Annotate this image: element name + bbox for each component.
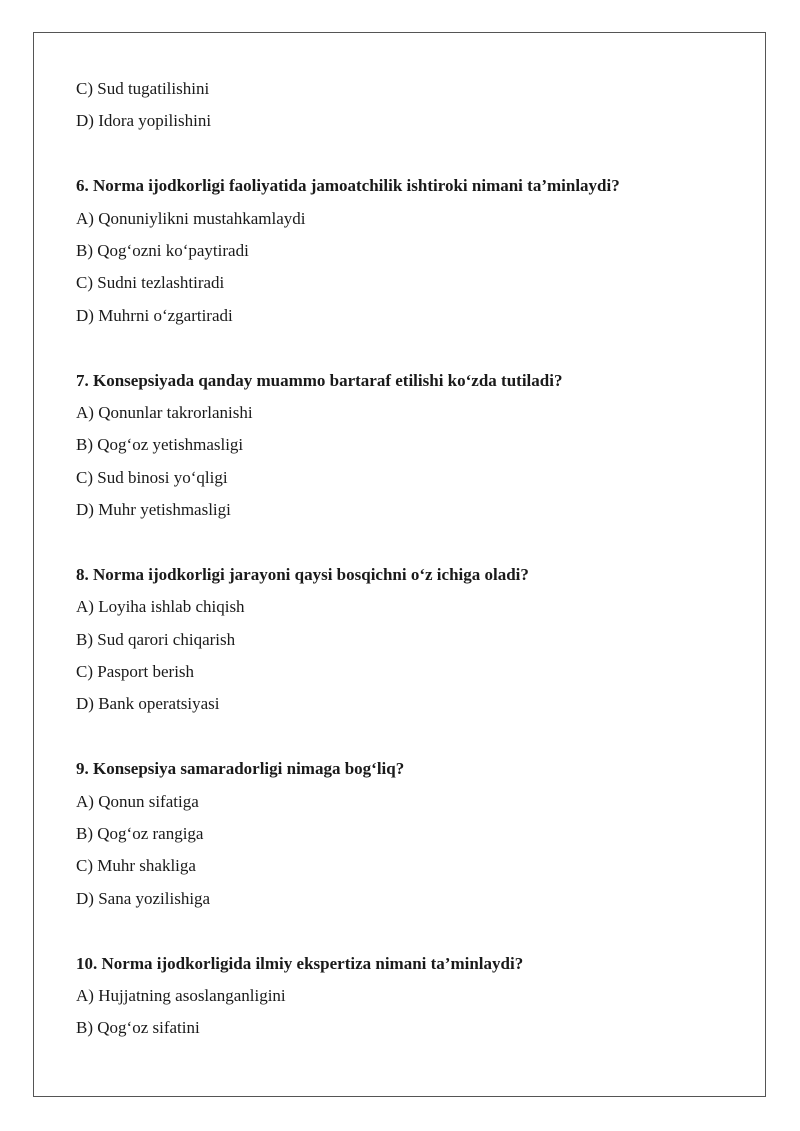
spacer bbox=[76, 138, 756, 170]
answer-option: D) Idora yopilishini bbox=[76, 111, 212, 131]
answer-option: D) Muhr yetishmasligi bbox=[76, 500, 231, 520]
question-text: 7. Konsepsiyada qanday muammo bartaraf etilishi ko‘zda tutiladi? bbox=[76, 370, 563, 390]
answer-option: C) Sudni tezlashtiradi bbox=[76, 273, 225, 293]
answer-option: D) Sana yozilishiga bbox=[76, 888, 211, 908]
question-block-7 bbox=[76, 365, 756, 527]
answer-option: C) Pasport berish bbox=[76, 662, 195, 682]
answer-option: A) Qonun sifatiga bbox=[76, 791, 199, 811]
answer-option: B) Sud qarori chiqarish bbox=[76, 629, 236, 649]
answer-option: C) Muhr shakliga bbox=[76, 856, 196, 876]
question-block-10 bbox=[76, 948, 756, 1045]
question-text: 9. Konsepsiya samaradorligi nimaga bog‘liq? bbox=[76, 759, 405, 779]
answer-option: B) Qog‘ozni ko‘paytiradi bbox=[76, 240, 249, 260]
answer-option: D) Muhrni o‘zgartiradi bbox=[76, 305, 233, 325]
answer-option: B) Qog‘oz yetishmasligi bbox=[76, 435, 244, 455]
answer-option: A) Qonuniylikni mustahkamlaydi bbox=[76, 208, 306, 228]
question-block-8 bbox=[76, 559, 756, 721]
answer-option: D) Bank operatsiyasi bbox=[76, 694, 220, 714]
answer-option: C) Sud tugatilishini bbox=[76, 79, 210, 98]
question-block-9 bbox=[76, 753, 756, 915]
spacer bbox=[76, 721, 756, 753]
spacer bbox=[76, 332, 756, 364]
spacer bbox=[76, 526, 756, 558]
answer-option: B) Qog‘oz sifatini bbox=[76, 1018, 200, 1038]
answer-option: C) Sud binosi yo‘qligi bbox=[76, 467, 228, 487]
question-block-6 bbox=[76, 170, 756, 332]
answer-option: A) Qonunlar takrorlanishi bbox=[76, 402, 253, 422]
spacer bbox=[76, 915, 756, 947]
answer-option: A) Loyiha ishlab chiqish bbox=[76, 597, 245, 617]
answer-option: A) Hujjatning asoslanganligini bbox=[76, 985, 286, 1005]
question-text: 8. Norma ijodkorligi jarayoni qaysi bosqichni o‘z ichiga oladi? bbox=[76, 564, 529, 584]
question-text: 6. Norma ijodkorligi faoliyatida jamoatchilik ishtiroki nimani ta’minlaydi? bbox=[76, 176, 620, 196]
answer-option: B) Qog‘oz rangiga bbox=[76, 823, 204, 843]
question-text: 10. Norma ijodkorligida ilmiy ekspertiza nimani ta’minlaydi? bbox=[76, 953, 524, 973]
document-content bbox=[76, 73, 756, 1045]
